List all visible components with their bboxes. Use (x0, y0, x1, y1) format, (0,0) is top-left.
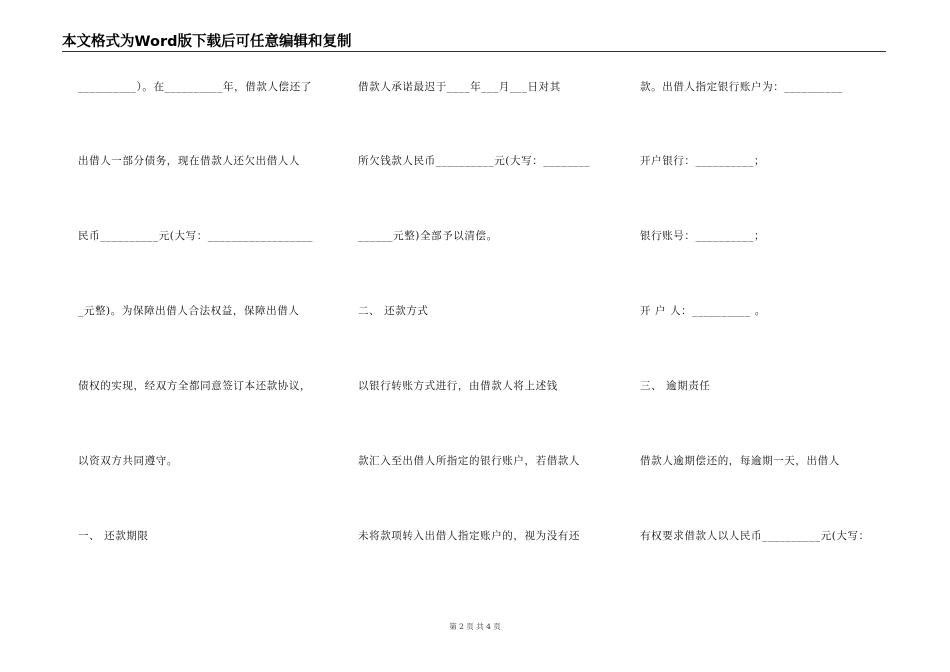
section-heading: 二、 还款方式 (358, 305, 429, 317)
section-heading: 三、 逾期责任 (640, 380, 711, 392)
page-footer: 第 2 页 共 4 页 (449, 622, 501, 631)
text-line: 借款人逾期偿还的，每逾期一天，出借人 (640, 455, 840, 467)
header-rule (62, 51, 886, 52)
text-line: 开户银行：__________； (640, 155, 766, 167)
text-line: 所欠钱款人民币__________元(大写：________ (358, 155, 591, 167)
text-line: 民币__________元(大写：__________________ (78, 230, 314, 242)
text-line: 债权的实现，经双方全都同意签订本还款协议， (78, 380, 312, 392)
text-line: 以资双方共同遵守。 (78, 455, 178, 467)
text-line: 未将款项转入出借人指定账户的，视为没有还 (358, 530, 580, 542)
text-line: 款汇入至出借人所指定的银行账户，若借款人 (358, 455, 580, 467)
text-line: 借款人承诺最迟于____年___月___日对其 (358, 81, 561, 93)
text-line: 出借人一部分债务，现在借款人还欠出借人人 (78, 155, 300, 167)
text-line: __________）。在__________年，借款人偿还了 (78, 81, 312, 93)
text-line: 银行账号：__________； (640, 230, 766, 242)
page-header-title: 本文格式为Word版下载后可任意编辑和复制 (62, 34, 352, 50)
text-line: ______元整)全部予以清偿。 (358, 230, 498, 242)
text-line: 款。出借人指定银行账户为：__________ (640, 81, 843, 93)
text-line: _元整)。为保障出借人合法权益，保障出借人 (78, 305, 300, 317)
section-heading: 一、 还款期限 (78, 530, 149, 542)
text-line: 以银行转账方式进行，由借款人将上述钱 (358, 380, 558, 392)
text-line: 有权要求借款人以人民币__________元(大写： (640, 530, 870, 542)
text-line: 开 户 人：__________ 。 (640, 305, 766, 317)
